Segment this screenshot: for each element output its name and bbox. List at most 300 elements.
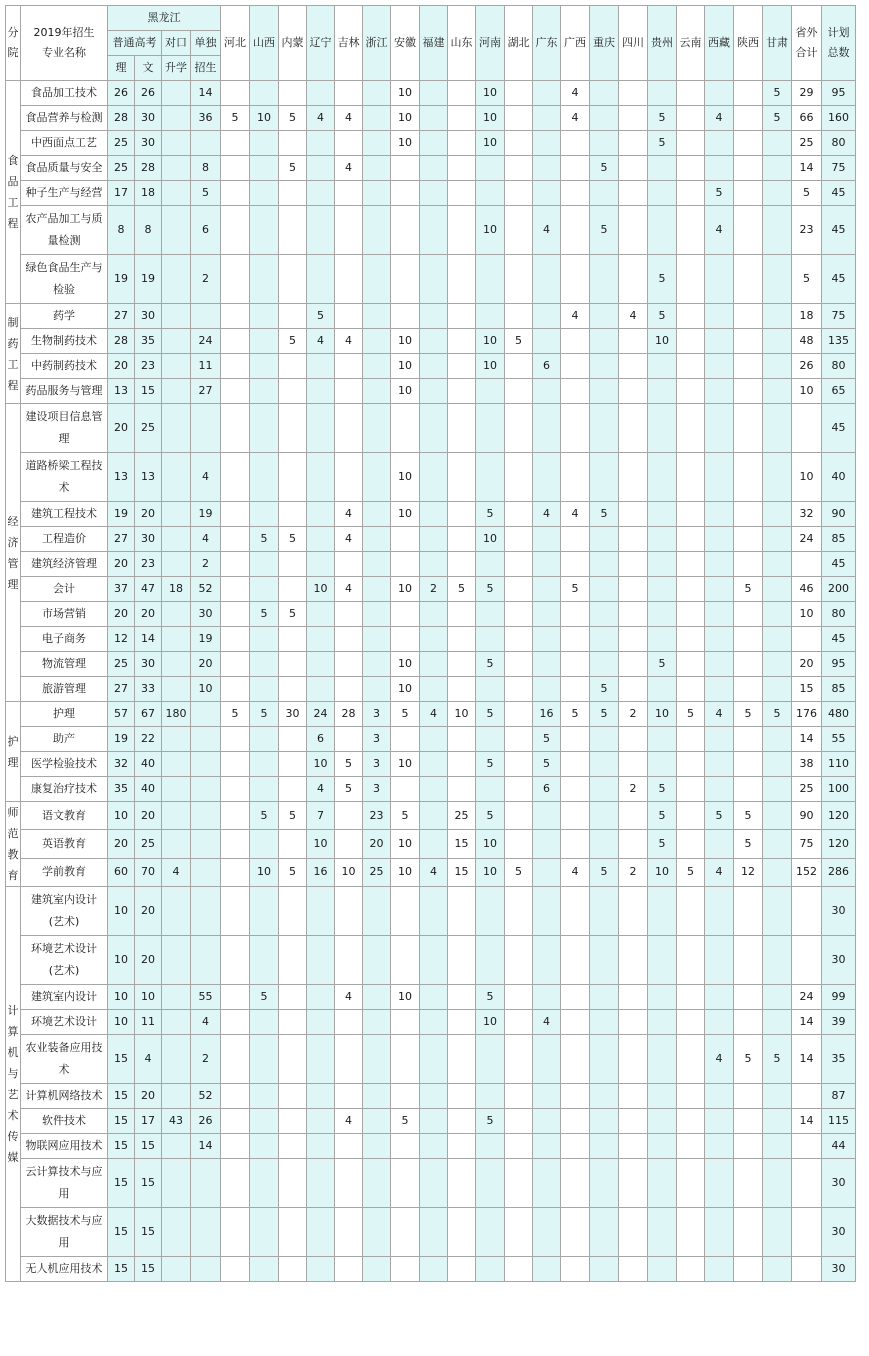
value-cell: 5 <box>476 702 505 727</box>
value-cell: 25 <box>135 404 162 453</box>
value-cell <box>677 652 705 677</box>
value-cell <box>448 404 476 453</box>
value-cell: 30 <box>135 652 162 677</box>
value-cell <box>250 887 279 936</box>
value-cell <box>619 131 648 156</box>
value-cell <box>792 1084 822 1109</box>
value-cell: 16 <box>307 858 335 886</box>
value-cell <box>162 453 191 502</box>
value-cell <box>619 453 648 502</box>
value-cell: 80 <box>822 131 856 156</box>
value-cell <box>448 1159 476 1208</box>
value-cell: 20 <box>135 802 162 830</box>
value-cell: 5 <box>391 702 420 727</box>
group-name-line: 济 <box>7 535 19 549</box>
major-name-line: 中药制药技术 <box>31 359 97 372</box>
value-cell <box>363 156 391 181</box>
value-cell <box>533 379 561 404</box>
value-cell <box>648 527 677 552</box>
major-name <box>21 354 108 379</box>
value-cell: 10 <box>108 936 135 985</box>
value-cell <box>533 887 561 936</box>
value-cell <box>420 156 448 181</box>
value-cell: 10 <box>391 379 420 404</box>
value-cell <box>221 81 250 106</box>
value-cell <box>561 652 590 677</box>
value-cell <box>476 727 505 752</box>
value-cell <box>792 936 822 985</box>
value-cell: 26 <box>135 81 162 106</box>
value-cell <box>505 181 533 206</box>
value-cell <box>590 577 619 602</box>
value-cell <box>391 1208 420 1257</box>
value-cell <box>533 802 561 830</box>
value-cell <box>250 727 279 752</box>
value-cell <box>648 1257 677 1282</box>
value-cell <box>221 1035 250 1084</box>
value-cell: 75 <box>792 830 822 858</box>
value-cell <box>763 304 792 329</box>
value-cell <box>420 329 448 354</box>
value-cell <box>734 602 763 627</box>
value-cell <box>763 1134 792 1159</box>
value-cell <box>533 652 561 677</box>
value-cell: 5 <box>648 304 677 329</box>
value-cell <box>391 156 420 181</box>
major-name-line: 绿色食品生产与 <box>25 261 103 274</box>
value-cell <box>590 329 619 354</box>
value-cell <box>363 527 391 552</box>
value-cell <box>590 181 619 206</box>
value-cell <box>763 181 792 206</box>
table-row <box>6 627 856 652</box>
major-name-line: 农业装备应用技 <box>25 1041 103 1054</box>
value-cell <box>221 354 250 379</box>
value-cell <box>221 777 250 802</box>
value-cell <box>705 131 734 156</box>
value-cell <box>162 404 191 453</box>
value-cell <box>476 887 505 936</box>
value-cell <box>677 887 705 936</box>
major-name-line: 环境艺术设计 <box>31 1015 97 1028</box>
value-cell <box>533 1109 561 1134</box>
value-cell <box>335 652 363 677</box>
value-cell <box>677 131 705 156</box>
value-cell: 75 <box>822 304 856 329</box>
value-cell <box>734 652 763 677</box>
value-cell <box>250 777 279 802</box>
value-cell <box>162 887 191 936</box>
value-cell <box>221 752 250 777</box>
major-name-line: 大数据技术与应 <box>25 1214 103 1227</box>
value-cell <box>705 752 734 777</box>
value-cell <box>619 1109 648 1134</box>
value-cell: 5 <box>279 527 307 552</box>
major-name <box>21 304 108 329</box>
value-cell <box>335 677 363 702</box>
value-cell: 3 <box>363 702 391 727</box>
value-cell: 15 <box>108 1035 135 1084</box>
table-row <box>6 329 856 354</box>
value-cell <box>363 453 391 502</box>
major-name-line: 用 <box>58 1187 70 1200</box>
value-cell <box>505 1257 533 1282</box>
major-name-line: 工程造价 <box>42 532 86 545</box>
table-row <box>6 727 856 752</box>
value-cell <box>705 1208 734 1257</box>
value-cell <box>335 304 363 329</box>
value-cell <box>420 652 448 677</box>
value-cell <box>307 156 335 181</box>
value-cell <box>448 985 476 1010</box>
value-cell <box>191 936 221 985</box>
value-cell <box>307 453 335 502</box>
value-cell <box>533 181 561 206</box>
major-name <box>21 502 108 527</box>
value-cell <box>533 577 561 602</box>
value-cell <box>533 304 561 329</box>
value-cell: 18 <box>162 577 191 602</box>
value-cell <box>590 354 619 379</box>
value-cell <box>448 81 476 106</box>
value-cell: 5 <box>648 131 677 156</box>
table-row <box>6 1109 856 1134</box>
value-cell <box>734 1208 763 1257</box>
value-cell <box>590 404 619 453</box>
value-cell <box>221 1010 250 1035</box>
value-cell: 5 <box>648 777 677 802</box>
value-cell <box>677 156 705 181</box>
value-cell <box>476 1208 505 1257</box>
value-cell <box>792 1208 822 1257</box>
value-cell <box>533 1159 561 1208</box>
major-name-line: 护理 <box>53 707 75 720</box>
value-cell <box>590 106 619 131</box>
value-cell: 4 <box>533 502 561 527</box>
table-row <box>6 830 856 858</box>
header-hlj-sub: 招生 <box>191 56 221 81</box>
value-cell <box>648 206 677 255</box>
value-cell: 10 <box>476 1010 505 1035</box>
value-cell <box>590 727 619 752</box>
value-cell: 15 <box>108 1208 135 1257</box>
value-cell <box>619 1257 648 1282</box>
table-row <box>6 936 856 985</box>
value-cell <box>619 887 648 936</box>
value-cell <box>335 181 363 206</box>
value-cell <box>250 502 279 527</box>
value-cell: 4 <box>162 858 191 886</box>
value-cell <box>363 887 391 936</box>
value-cell <box>561 1084 590 1109</box>
value-cell <box>705 830 734 858</box>
value-cell <box>335 887 363 936</box>
table-row <box>6 1010 856 1035</box>
value-cell <box>648 1159 677 1208</box>
major-name <box>21 627 108 652</box>
value-cell <box>619 1084 648 1109</box>
value-cell <box>533 255 561 304</box>
header-province: 四川 <box>619 6 648 81</box>
value-cell <box>648 887 677 936</box>
header-hlj-sub: 文 <box>135 56 162 81</box>
value-cell <box>391 602 420 627</box>
value-cell <box>448 1084 476 1109</box>
value-cell <box>533 156 561 181</box>
value-cell: 20 <box>135 887 162 936</box>
value-cell <box>335 830 363 858</box>
header-province: 福建 <box>420 6 448 81</box>
value-cell: 28 <box>335 702 363 727</box>
value-cell: 2 <box>619 858 648 886</box>
group-name-line: 程 <box>7 378 19 392</box>
value-cell <box>307 1010 335 1035</box>
value-cell <box>648 727 677 752</box>
header-province: 广东 <box>533 6 561 81</box>
value-cell <box>705 453 734 502</box>
value-cell <box>221 677 250 702</box>
value-cell <box>505 379 533 404</box>
major-name-line: 生物制药技术 <box>31 334 97 347</box>
value-cell: 17 <box>135 1109 162 1134</box>
value-cell: 176 <box>792 702 822 727</box>
value-cell <box>476 255 505 304</box>
major-name <box>21 652 108 677</box>
value-cell <box>561 1010 590 1035</box>
value-cell <box>648 379 677 404</box>
value-cell <box>363 936 391 985</box>
value-cell: 5 <box>590 702 619 727</box>
value-cell <box>162 329 191 354</box>
value-cell <box>363 1208 391 1257</box>
value-cell <box>448 602 476 627</box>
header-province: 西藏 <box>705 6 734 81</box>
value-cell <box>448 106 476 131</box>
major-name <box>21 727 108 752</box>
value-cell <box>162 106 191 131</box>
value-cell <box>448 131 476 156</box>
value-cell <box>734 81 763 106</box>
value-cell: 5 <box>590 677 619 702</box>
value-cell <box>221 887 250 936</box>
group-name-line: 算 <box>7 1025 19 1038</box>
value-cell <box>250 577 279 602</box>
value-cell <box>250 1257 279 1282</box>
value-cell: 20 <box>135 502 162 527</box>
value-cell <box>162 552 191 577</box>
value-cell <box>677 627 705 652</box>
value-cell <box>561 131 590 156</box>
value-cell <box>279 830 307 858</box>
value-cell: 55 <box>822 727 856 752</box>
value-cell: 15 <box>135 1208 162 1257</box>
value-cell <box>307 354 335 379</box>
value-cell: 14 <box>792 1109 822 1134</box>
value-cell: 5 <box>250 702 279 727</box>
value-cell: 5 <box>763 81 792 106</box>
value-cell: 10 <box>307 577 335 602</box>
value-cell <box>792 404 822 453</box>
table-row <box>6 106 856 131</box>
value-cell <box>162 502 191 527</box>
value-cell <box>476 1084 505 1109</box>
major-name-line: 术 <box>58 1063 70 1076</box>
table-row <box>6 677 856 702</box>
value-cell <box>420 502 448 527</box>
value-cell <box>279 1159 307 1208</box>
value-cell: 15 <box>108 1084 135 1109</box>
value-cell <box>734 1159 763 1208</box>
value-cell: 27 <box>108 677 135 702</box>
group-name-line: 师 <box>7 806 19 819</box>
value-cell <box>448 527 476 552</box>
value-cell: 10 <box>108 985 135 1010</box>
value-cell: 14 <box>792 156 822 181</box>
value-cell <box>448 677 476 702</box>
value-cell <box>561 1159 590 1208</box>
value-cell: 10 <box>448 702 476 727</box>
value-cell <box>307 131 335 156</box>
value-cell <box>590 1084 619 1109</box>
value-cell: 10 <box>391 81 420 106</box>
value-cell: 8 <box>108 206 135 255</box>
value-cell <box>505 1084 533 1109</box>
value-cell <box>763 677 792 702</box>
value-cell <box>734 936 763 985</box>
value-cell <box>677 727 705 752</box>
value-cell <box>677 1035 705 1084</box>
value-cell <box>448 304 476 329</box>
value-cell <box>677 602 705 627</box>
value-cell <box>590 602 619 627</box>
value-cell: 19 <box>135 255 162 304</box>
value-cell <box>391 181 420 206</box>
value-cell <box>279 404 307 453</box>
value-cell <box>734 181 763 206</box>
value-cell: 5 <box>448 577 476 602</box>
value-cell: 5 <box>792 181 822 206</box>
value-cell <box>590 1257 619 1282</box>
value-cell <box>705 627 734 652</box>
value-cell <box>763 802 792 830</box>
value-cell: 10 <box>476 527 505 552</box>
value-cell <box>590 1159 619 1208</box>
value-cell: 24 <box>191 329 221 354</box>
value-cell: 4 <box>561 858 590 886</box>
value-cell <box>363 677 391 702</box>
value-cell <box>677 527 705 552</box>
value-cell: 32 <box>108 752 135 777</box>
value-cell <box>363 1010 391 1035</box>
value-cell <box>734 752 763 777</box>
table-row <box>6 1084 856 1109</box>
value-cell <box>619 627 648 652</box>
value-cell <box>533 81 561 106</box>
value-cell: 30 <box>135 304 162 329</box>
table-row <box>6 527 856 552</box>
value-cell <box>677 1257 705 1282</box>
value-cell <box>221 802 250 830</box>
value-cell <box>677 304 705 329</box>
value-cell <box>590 1109 619 1134</box>
value-cell: 4 <box>420 858 448 886</box>
value-cell <box>505 453 533 502</box>
table-row <box>6 502 856 527</box>
value-cell <box>307 1134 335 1159</box>
group-name-line: 与 <box>7 1067 19 1080</box>
value-cell: 52 <box>191 577 221 602</box>
major-name <box>21 577 108 602</box>
value-cell: 5 <box>763 106 792 131</box>
value-cell: 10 <box>391 577 420 602</box>
value-cell <box>279 255 307 304</box>
group-name <box>6 81 21 304</box>
value-cell <box>505 577 533 602</box>
value-cell <box>420 552 448 577</box>
value-cell: 10 <box>792 379 822 404</box>
value-cell <box>448 552 476 577</box>
value-cell <box>221 1084 250 1109</box>
value-cell: 40 <box>822 453 856 502</box>
value-cell <box>533 1134 561 1159</box>
value-cell <box>162 830 191 858</box>
value-cell <box>561 453 590 502</box>
value-cell: 5 <box>648 652 677 677</box>
value-cell <box>279 379 307 404</box>
value-cell <box>162 652 191 677</box>
value-cell <box>391 887 420 936</box>
value-cell: 6 <box>533 777 561 802</box>
value-cell <box>221 830 250 858</box>
value-cell <box>561 830 590 858</box>
group-name-line: 经 <box>7 514 19 528</box>
table-row <box>6 577 856 602</box>
value-cell: 16 <box>533 702 561 727</box>
value-cell <box>250 255 279 304</box>
value-cell <box>561 936 590 985</box>
major-name <box>21 752 108 777</box>
value-cell: 5 <box>476 1109 505 1134</box>
value-cell: 10 <box>476 329 505 354</box>
value-cell <box>420 1134 448 1159</box>
value-cell: 43 <box>162 1109 191 1134</box>
value-cell <box>763 156 792 181</box>
major-name-line: 电子商务 <box>42 632 86 645</box>
value-cell: 11 <box>135 1010 162 1035</box>
table-row <box>6 255 856 304</box>
value-cell <box>448 255 476 304</box>
value-cell <box>279 887 307 936</box>
value-cell: 5 <box>763 1035 792 1084</box>
value-cell: 5 <box>279 858 307 886</box>
value-cell <box>221 502 250 527</box>
table-row <box>6 304 856 329</box>
value-cell: 5 <box>335 752 363 777</box>
value-cell: 24 <box>792 985 822 1010</box>
value-cell <box>221 1159 250 1208</box>
value-cell <box>677 1010 705 1035</box>
value-cell <box>420 677 448 702</box>
value-cell: 95 <box>822 652 856 677</box>
value-cell <box>505 830 533 858</box>
value-cell: 4 <box>705 702 734 727</box>
value-cell <box>420 1257 448 1282</box>
value-cell <box>619 1208 648 1257</box>
value-cell <box>561 1208 590 1257</box>
table-row <box>6 1134 856 1159</box>
value-cell <box>221 404 250 453</box>
value-cell <box>391 1257 420 1282</box>
